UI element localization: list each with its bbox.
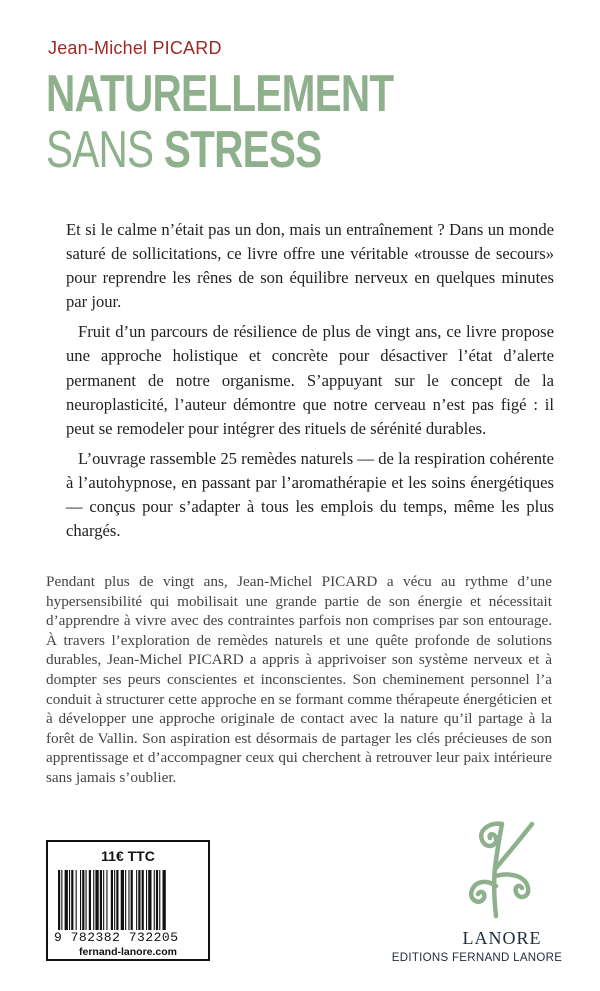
isbn-barcode (58, 870, 198, 934)
author-bio: Pendant plus de vingt ans, Jean-Michel PICARD a vécu au rythme d’une hypersensibilité qui mobilisait une grande partie de son énergie et nécessitait d’apprendre à vivre avec des contraintes parfois non comprises par son entourage. À travers l’exploration de remèdes naturels et une quête profonde de solutions durables, Jean-Michel PICARD a appris à apprivoiser son système nerveux et à dompter ses peurs conscientes et inconscientes. Son cheminement personnel l’a conduit à structurer cette approche en se formant comme thérapeute énergéticien et à développer une approche originale de contact avec la nature qu’il partage à la forêt de Vallin. Son aspiration est désormais de partager les clés précieuses de son apprentissage et d’accompagner ceux qui cherchent à retrouver leur paix intérieure sans jamais s’oublier. (46, 573, 552, 786)
blurb-paragraph: Fruit d’un parcours de résilience de plus de vingt ans, ce livre propose une approche holistique et concrète pour désactiver l’état d’alerte permanent de notre organisme. S’appuyant sur le concept de la neuroplasticité, l’auteur démontre que notre cerveau n’est pas figé : il peut se remodeler pour intégrer des rituels de sérénité durables. (66, 322, 554, 438)
publisher-full-name: EDITIONS FERNAND LANORE (391, 952, 563, 964)
isbn-digits: 9 782382 732205 (54, 930, 179, 945)
swirl-leaf-logo-icon (460, 812, 540, 924)
publisher-website: fernand-lanore.com (78, 946, 178, 958)
title-line-2 (46, 122, 393, 178)
author-name: Jean-Michel PICARD (48, 38, 222, 58)
book-title (46, 66, 393, 178)
blurb-paragraph: Et si le calme n’était pas un don, mais un entraînement ? Dans un monde saturé de sollicitations, ce livre offre une véritable «trousse de secours» pour reprendre les rênes de son équilibre nerveux en quelques minutes par jour. (66, 220, 554, 312)
book-blurb (66, 218, 554, 549)
price-label: 11€ TTC (101, 848, 155, 864)
blurb-paragraph: L’ouvrage rassemble 25 remèdes naturels — de la respiration cohérente à l’autohypnose, en passant par l’aromathérapie et les soins énergétiques — conçus pour s’adapter à tous les emplois du temps, même les plus chargés. (66, 448, 554, 541)
title-line-1: NATURELLEMENT (46, 65, 394, 123)
publisher-name: LANORE (462, 928, 542, 948)
title-line-2-bold: STRESS (163, 121, 322, 179)
title-line-2-light: SANS (46, 121, 164, 179)
barcode-box (46, 840, 210, 961)
